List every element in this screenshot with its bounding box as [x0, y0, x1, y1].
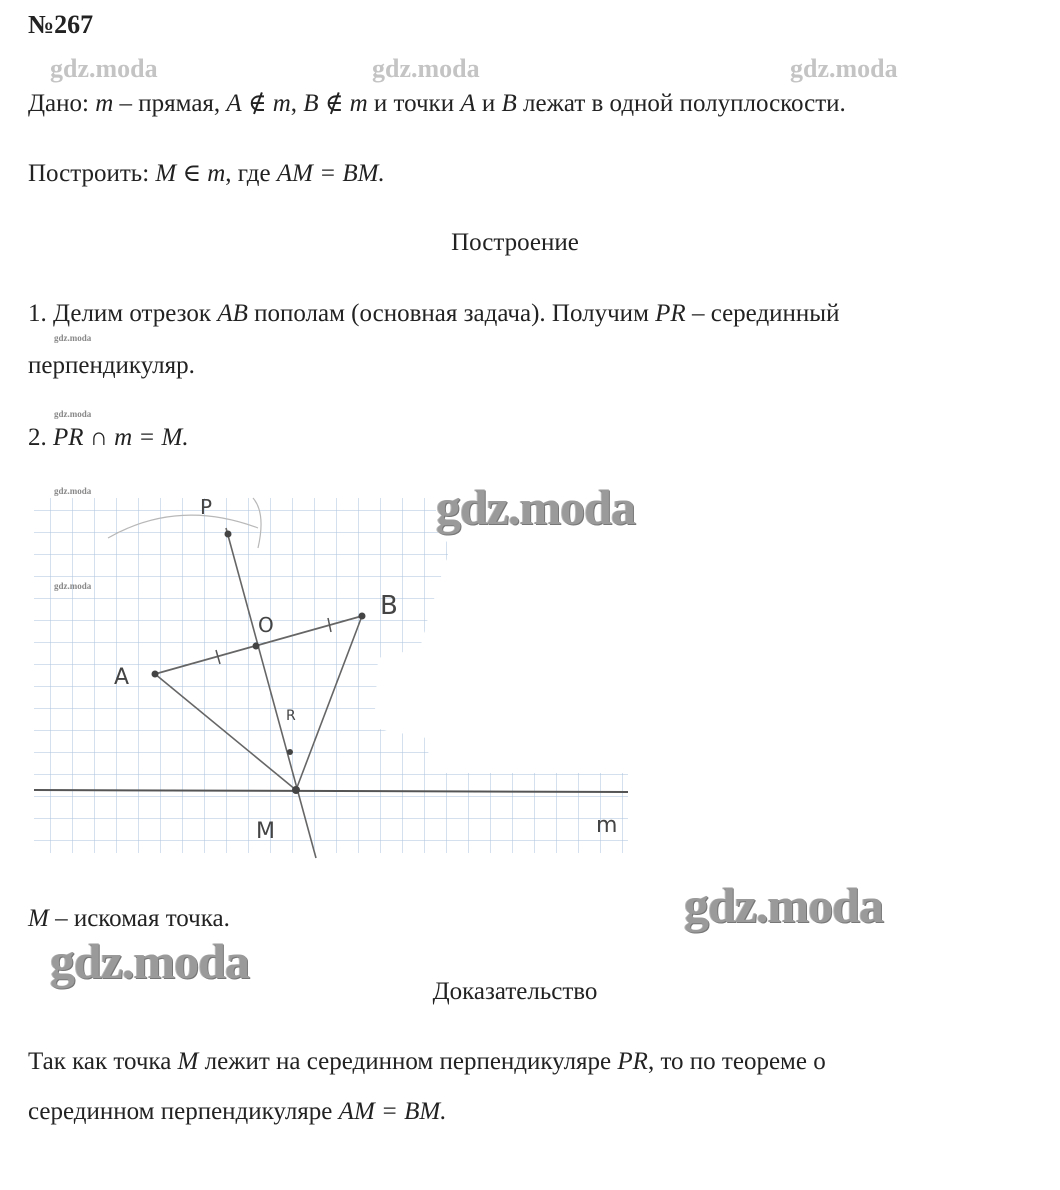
proof-line-2: серединном перпендикуляре AM = BM. — [28, 1098, 447, 1125]
step-1-line-1: 1. Делим отрезок AB пополам (основная задача). Получим PR – серединный — [28, 300, 840, 327]
label-M: M — [256, 819, 275, 844]
point-M — [292, 786, 300, 794]
point-B — [359, 613, 366, 620]
point-P — [225, 531, 232, 538]
problem-number: №267 — [28, 10, 94, 39]
label-m: m — [596, 813, 618, 838]
result-line: M – искомая точка. — [28, 905, 230, 932]
watermark-top-1: gdz.moda — [50, 54, 158, 83]
watermark-top-2: gdz.moda — [372, 54, 480, 83]
watermark-tiny-2: gdz.moda — [54, 409, 92, 419]
construction-figure — [28, 488, 638, 863]
point-R — [287, 749, 293, 755]
proof-heading: Доказательство — [432, 978, 598, 1005]
label-P: P — [200, 495, 213, 519]
point-A — [152, 671, 159, 678]
watermark-top-3: gdz.moda — [790, 54, 898, 83]
proof-line-1: Так как точка M лежит на серединном перпендикуляре PR, то по теореме о — [28, 1048, 826, 1075]
watermark-tiny-3: gdz.moda — [54, 486, 92, 496]
label-O: O — [258, 613, 274, 637]
construction-heading: Построение — [451, 229, 579, 256]
label-B: B — [380, 591, 398, 621]
step-2-line: 2. PR ∩ m = M. — [28, 424, 189, 451]
label-R: R — [286, 708, 296, 724]
construct-line: Построить: M ∈ m, где AM = BM. — [28, 160, 385, 187]
step-1-line-2: перпендикуляр. — [28, 352, 195, 379]
watermark-tiny-4: gdz.moda — [54, 581, 92, 591]
label-A: A — [114, 665, 130, 690]
point-O — [253, 643, 260, 650]
watermark-tiny-1: gdz.moda — [54, 333, 92, 343]
given-line: Дано: m – прямая, A ∉ m, B ∉ m и точки A и B лежат в одной полуплоскости. — [28, 90, 846, 117]
watermark-big-3: gdz.moda — [50, 933, 249, 989]
watermark-big-1: gdz.moda — [436, 479, 635, 535]
watermark-big-2: gdz.moda — [684, 877, 883, 933]
